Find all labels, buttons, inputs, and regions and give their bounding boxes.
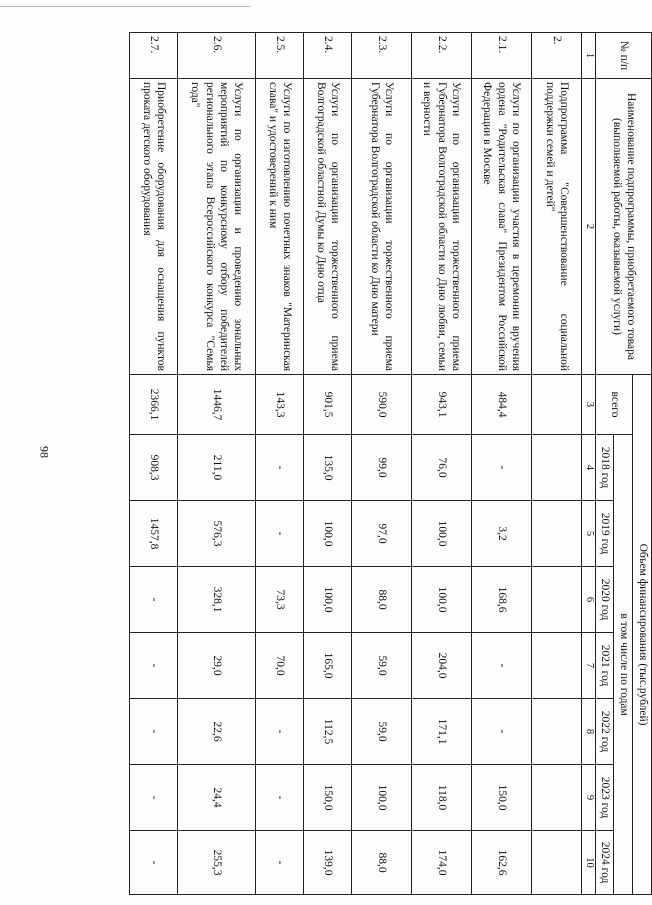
column-number: 9 xyxy=(582,765,596,831)
col-header-year: 2019 год xyxy=(595,501,614,567)
row-value: 165,0 xyxy=(304,633,352,699)
row-value xyxy=(532,765,582,831)
row-value: 255,3 xyxy=(178,831,256,895)
row-total: 484,4 xyxy=(472,375,532,435)
page-number: 98 xyxy=(37,446,52,458)
row-value: 100,0 xyxy=(412,567,472,633)
column-number: 1 xyxy=(582,33,596,79)
row-value: - xyxy=(130,633,178,699)
column-number: 2 xyxy=(582,79,596,375)
row-value: - xyxy=(256,501,304,567)
row-value: - xyxy=(472,435,532,501)
column-number: 6 xyxy=(582,567,596,633)
row-total: 2366,1 xyxy=(130,375,178,435)
row-name: Услуги по организации торжественного приема Волгоградской областной Думы ко Дню отца xyxy=(304,79,352,375)
col-header-year: 2021 год xyxy=(595,633,614,699)
table-row xyxy=(178,33,256,895)
row-value: - xyxy=(256,831,304,895)
row-value: 29,0 xyxy=(178,633,256,699)
row-num: 2. xyxy=(532,33,582,79)
table-row xyxy=(304,33,352,895)
row-value: - xyxy=(130,699,178,765)
table-row xyxy=(130,33,178,895)
row-num: 2.5. xyxy=(256,33,304,79)
row-value: 118,0 xyxy=(412,765,472,831)
row-value xyxy=(532,831,582,895)
row-name: Услуги по организации и проведению зональных мероприятий по конкурсному отбору победителей регионального этапа Всероссийского конкурса "Семья года" xyxy=(178,79,256,375)
row-value: - xyxy=(256,435,304,501)
col-header-year: 2020 год xyxy=(595,567,614,633)
row-value xyxy=(532,501,582,567)
row-value xyxy=(532,633,582,699)
row-total xyxy=(532,375,582,435)
row-name: Услуги по организации торжественного приема Губернатора Волгоградской области ко Дню матери xyxy=(352,79,412,375)
row-value: 211,0 xyxy=(178,435,256,501)
row-value: 73,3 xyxy=(256,567,304,633)
column-number: 7 xyxy=(582,633,596,699)
row-value: 3,2 xyxy=(472,501,532,567)
row-num: 2.2. xyxy=(412,33,472,79)
col-header-by-years: в том числе по годам xyxy=(614,435,633,895)
row-name: Приобретение оборудования для оснащения пунктов проката детского оборудования xyxy=(130,79,178,375)
row-value: 22,6 xyxy=(178,699,256,765)
row-total: 901,5 xyxy=(304,375,352,435)
header-row-column-numbers xyxy=(582,33,596,895)
col-header-year: 2022 год xyxy=(595,699,614,765)
row-value: 328,1 xyxy=(178,567,256,633)
col-header-funding: Объем финансирования (тыс.рублей) xyxy=(633,375,652,895)
row-value: 139,0 xyxy=(304,831,352,895)
row-num: 2.7. xyxy=(130,33,178,79)
row-value: 100,0 xyxy=(304,567,352,633)
row-num: 2.3. xyxy=(352,33,412,79)
funding-table xyxy=(129,32,652,895)
row-name: Услуги по изготовлению почетных знаков "Материнская слава" и удостоверений к ним xyxy=(256,79,304,375)
row-value: 162,6 xyxy=(472,831,532,895)
col-header-num: № п/п xyxy=(595,33,651,79)
row-value: - xyxy=(130,831,178,895)
row-num: 2.4. xyxy=(304,33,352,79)
row-value: 70,0 xyxy=(256,633,304,699)
row-value: 204,0 xyxy=(412,633,472,699)
col-header-total: всего xyxy=(595,375,633,435)
table-row xyxy=(352,33,412,895)
row-value: - xyxy=(130,567,178,633)
col-header-name: Наименование подпрограммы, приобретаемого товара (выполняемой работы, оказываемой услуги) xyxy=(595,79,651,375)
row-total: 1446,7 xyxy=(178,375,256,435)
row-value: 171,1 xyxy=(412,699,472,765)
table-row xyxy=(472,33,532,895)
header-row-1 xyxy=(633,33,652,895)
row-value: 59,0 xyxy=(352,699,412,765)
table-row xyxy=(412,33,472,895)
row-value: 168,6 xyxy=(472,567,532,633)
row-value: 59,0 xyxy=(352,633,412,699)
column-number: 8 xyxy=(582,699,596,765)
row-value: 97,0 xyxy=(352,501,412,567)
column-number: 5 xyxy=(582,501,596,567)
row-value xyxy=(532,435,582,501)
row-value: 150,0 xyxy=(304,765,352,831)
col-header-year: 2023 год xyxy=(595,765,614,831)
rotated-table-container xyxy=(72,32,652,894)
row-value: - xyxy=(130,765,178,831)
row-value: - xyxy=(256,765,304,831)
table-row xyxy=(256,33,304,895)
row-value: 150,0 xyxy=(472,765,532,831)
row-value: 1457,8 xyxy=(130,501,178,567)
column-number: 4 xyxy=(582,435,596,501)
row-value: 99,0 xyxy=(352,435,412,501)
row-total: 590,0 xyxy=(352,375,412,435)
row-value: 135,0 xyxy=(304,435,352,501)
row-value xyxy=(532,699,582,765)
row-value: 112,5 xyxy=(304,699,352,765)
row-value: 100,0 xyxy=(412,501,472,567)
row-value: 174,0 xyxy=(412,831,472,895)
col-header-year: 2024 год xyxy=(595,831,614,895)
row-num: 2.1. xyxy=(472,33,532,79)
row-value: 100,0 xyxy=(352,765,412,831)
top-border-line xyxy=(0,6,250,7)
row-value: 24,4 xyxy=(178,765,256,831)
column-number: 3 xyxy=(582,375,596,435)
table-row-subprogram xyxy=(532,33,582,895)
col-header-year: 2018 год xyxy=(595,435,614,501)
row-value: 88,0 xyxy=(352,567,412,633)
row-value: - xyxy=(472,633,532,699)
row-total: 943,1 xyxy=(412,375,472,435)
row-value: - xyxy=(256,699,304,765)
row-value xyxy=(532,567,582,633)
row-value: 908,3 xyxy=(130,435,178,501)
row-name: Подпрограмма "Совершенствование социальной поддержки семей и детей" xyxy=(532,79,582,375)
row-value: 88,0 xyxy=(352,831,412,895)
row-value: 576,3 xyxy=(178,501,256,567)
row-value: 100,0 xyxy=(304,501,352,567)
column-number: 10 xyxy=(582,831,596,895)
row-name: Услуги по организации участия в церемонии вручения ордена "Родительская слава" Президентом Российской Федерации в Москве xyxy=(472,79,532,375)
row-num: 2.6. xyxy=(178,33,256,79)
row-name: Услуги по организации торжественного приема Губернатора Волгоградской области ко Дню любви, семьи и верности xyxy=(412,79,472,375)
row-total: 143,3 xyxy=(256,375,304,435)
row-value: - xyxy=(472,699,532,765)
row-value: 76,0 xyxy=(412,435,472,501)
